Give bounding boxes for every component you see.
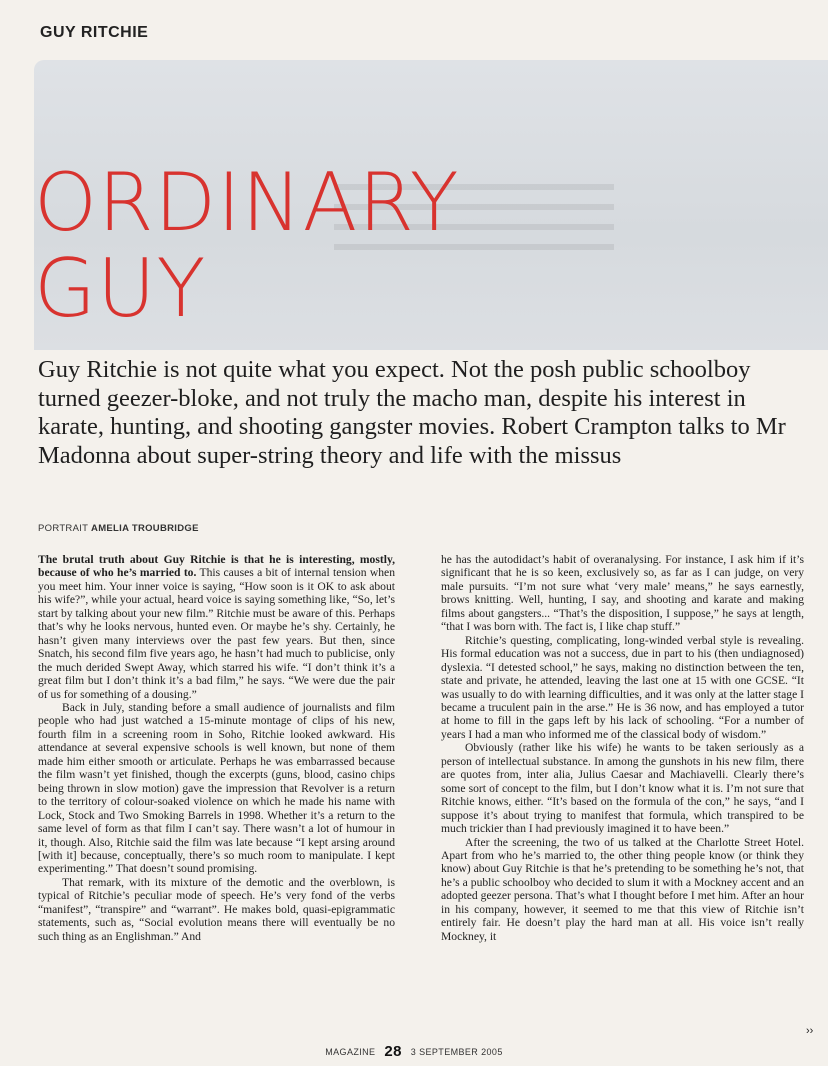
- paragraph-text: This causes a bit of internal tension when you meet him. Your inner voice is saying, “How soon is it OK to ask about his wife?”, while your actual, heard voice is saying something like, “So, let’s start by talking about your new film.” Ritchie must be aware of this. Perhaps that’s why he looks nervous, hunted even. Or maybe he’s shy. Certainly, he hasn’t given many interviews over the past few years. But then, since Snatch, his second film five years ago, he hasn’t had much to publicise, only the much derided Swept Away, which starred his wife. “I don’t think it’s a great film but I don’t think it’s a bad film,” he says. “We were due the pair of us for something of a dousing.”: [38, 566, 395, 701]
- paragraph: [38, 553, 395, 701]
- paragraph: After the screening, the two of us talked at the Charlotte Street Hotel. Apart from who he’s married to, the other thing people know (or think they know) about Guy Ritchie is that he’s pretending to be something he’s not, that he’s a public schoolboy who decided to slum it with a Mockney accent and an adopted geezer persona. That’s what I thought before I met him. After an hour in his company, however, it seemed to me that this view of Ritchie isn’t entirely fair. He doesn’t play the hard man at all. His voice isn’t really Mockney, it: [441, 835, 804, 943]
- article-title: [34, 156, 460, 335]
- paragraph: Ritchie’s questing, complicating, long-winded verbal style is revealing. His formal education was not a success, due in part to his (then undiagnosed) dyslexia. “I detested school,” he says, making no distinction between the ten, state and private, he attended, leaving the last one at 15 with one GCSE. “It was usually to do with learning difficulties, and it was only at the latter stage I became a truculent pain in the arse.” He is 36 now, and has employed a tutor at home to fill in the gaps left by his lack of schooling. “For a number of years I had a man who informed me of the classical body of wisdom.”: [441, 633, 804, 741]
- page-number: 28: [384, 1043, 402, 1060]
- paragraph: he has the autodidact’s habit of overanalysing. For instance, I ask him if it’s significant that he is so keen, exclusively so, as far as I can judge, on very male pursuits. “I’m not sure what ‘very male’ means,” he says earnestly, brows knitting. Well, hunting, I say, and shooting and karate and making films about gangsters... “That’s the disposition, I suppose,” he says at length, “that I was born with. The fact is, I like chap stuff.”: [441, 553, 804, 634]
- credit-label: PORTRAIT: [38, 523, 89, 534]
- title-line-1: ORDINARY: [34, 156, 460, 249]
- continue-arrow-icon: ››: [806, 1025, 814, 1037]
- credit-name: AMELIA TROUBRIDGE: [91, 523, 199, 534]
- lead-sentence: The brutal truth about Guy Ritchie is that he is interesting, mostly, because of who he’s married to.: [38, 553, 395, 580]
- footer-date: 3 SEPTEMBER 2005: [410, 1047, 503, 1057]
- paragraph: That remark, with its mixture of the demotic and the overblown, is typical of Ritchie’s peculiar mode of speech. He’s very fond of the verbs “manifest”, “transpire” and “warrant”. He makes bold, quasi-epigrammatic statements, such as, “Social evolution means there will eventually be no such thing as an Englishman.” And: [38, 875, 395, 943]
- page-footer: [0, 1043, 828, 1060]
- photo-credit: [38, 523, 199, 534]
- paragraph: Back in July, standing before a small audience of journalists and film people who had just watched a 15-minute montage of clips of his new, fourth film in a screening room in Soho, Ritchie looked awkward. His attendance at several expensive schools is well known, but none of them made him either smooth or articulate. Perhaps he was embarrassed because the film wasn’t yet finished, though the excerpts (guns, blood, casino chips being thrown in slow motion) gave the impression that Revolver is a return to the territory of colour-soaked violence on which he made his name with Lock, Stock and Two Smoking Barrels in 1998. Whether it’s a return to the same level of form as that film I can’t say. There wasn’t a lot of humour in it, though. Also, Ritchie said the film was late because “I kept arsing around [with it] because, conceptually, there’s so much room to manipulate. I kept experimenting.” That doesn’t sound promising.: [38, 700, 395, 876]
- title-line-2: GUY: [34, 242, 207, 335]
- body-column-1: [38, 553, 395, 943]
- section-label: GUY RITCHIE: [40, 24, 149, 41]
- footer-magazine: MAGAZINE: [325, 1047, 376, 1057]
- body-column-2: [441, 553, 804, 943]
- paragraph: Obviously (rather like his wife) he wants to be taken seriously as a person of intellectual substance. In among the gunshots in his new film, there are quotes from, inter alia, Julius Caesar and Machiavelli. Clearly there’s some sort of concept to the film, but I don’t know what it is. I’m not sure that Ritchie knows, either. “It’s based on the formula of the con,” he says, “and I suppose it’s about trying to manifest that formula, which transpired to be much trickier than I had previously imagined it to have been.”: [441, 741, 804, 836]
- standfirst: Guy Ritchie is not quite what you expect. Not the posh public schoolboy turned geezer-bloke, and not truly the macho man, despite his interest in karate, hunting, and shooting gangster movies. Robert Crampton talks to Mr Madonna about super-string theory and life with the missus: [38, 356, 786, 469]
